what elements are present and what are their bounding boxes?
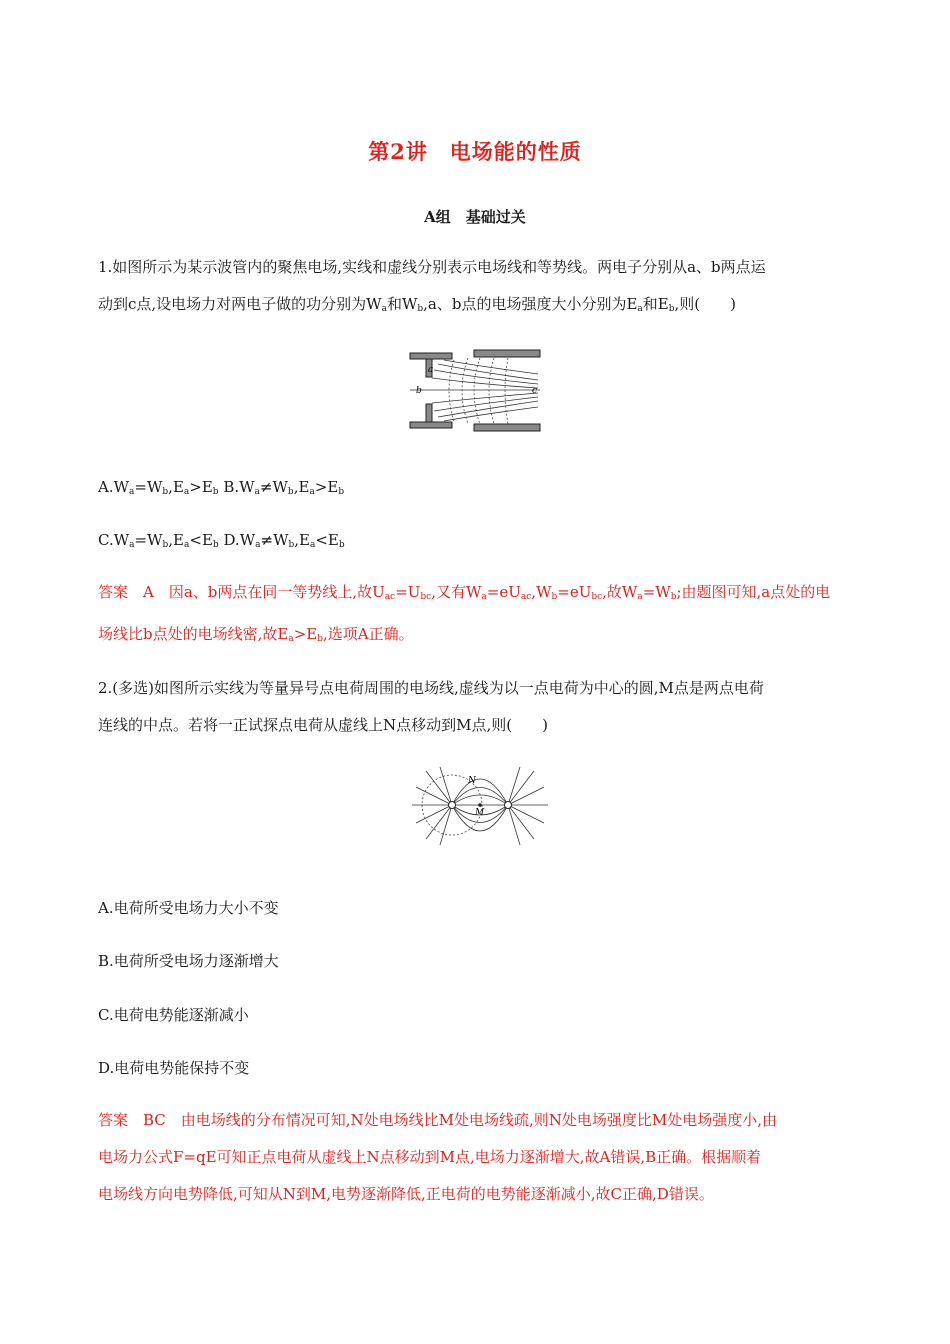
q2-stem [98,670,858,744]
q2-answer-line2: 电场力公式F=qE可知正点电荷从虚线上N点移动到M点,电场力逐渐增大,故A错误,B正确。根据顺着 [98,1148,762,1166]
section-heading: A组 基础过关 [424,208,526,226]
q1-fig-label-a: a [428,365,434,375]
q2-option-b: B.电荷所受电场力逐渐增大 [98,952,279,970]
q1-fig-label-c: c [532,386,538,396]
q2-option-c: C.电荷电势能逐渐减小 [98,1006,249,1024]
q2-stem-line2: 连线的中点。若将一正试探点电荷从虚线上N点移动到M点,则( ) [98,716,548,734]
q1-focus-field-figure [408,348,544,434]
q2-answer [98,1102,858,1213]
q1-stem [98,249,858,328]
q1-stem-line2: 动到c点,设电场力对两电子做的功分别为$W_a$和$W_b,a$、b点的电场强度大小分别为$E_a$和$E_b$,则( ) [98,295,736,314]
q1-fig-label-b: b [416,386,422,396]
q2-option-d: D.电荷电势能保持不变 [98,1059,250,1077]
page-title: 第2讲 电场能的性质 [368,139,582,164]
q1-stem-line1: 1.如图所示为某示波管内的聚焦电场,实线和虚线分别表示电场线和等势线。两电子分别从a、b两点运 [98,258,766,276]
q1-options-ab: $A.W_a=W_b,E_a>E_b$ $B.W_a\ne W_b,E_a>E_b$ [98,478,345,497]
q2-answer-line1: 答案 BC 由电场线的分布情况可知,N处电场线比M处电场线疏,则N处电场强度比M处电场强度小,由 [98,1111,778,1129]
q1-answer-line2: 场线比b点处的电场线密,故$E_a>E_b$,选项A正确。 [98,625,414,644]
q1-answer [98,574,858,658]
q2-fig-label-m: M [475,808,485,818]
q2-dipole-field-figure [412,765,548,853]
q1-answer-line1: 答案 A 因a、b两点在同一等势线上,故$U_{ac}=U_{bc}$,又有$W_a=eU_{ac},W_b=eU_{bc}$,故$W_a=W_b$;由题图可知,a点处的电 [98,583,831,602]
q1-options-cd: $C.W_a=W_b,E_a<E_b$ $D.W_a\ne W_b,E_a<E_b$ [98,531,345,550]
q2-fig-label-n: N [468,776,476,786]
q2-stem-line1: 2.(多选)如图所示实线为等量异号点电荷周围的电场线,虚线为以一点电荷为中心的圆,M点是两点电荷 [98,679,764,697]
q2-option-a: A.电荷所受电场力大小不变 [98,899,279,917]
q2-answer-line3: 电场线方向电势降低,可知从N到M,电势逐渐降低,正电荷的电势能逐渐减小,故C正确,D错误。 [98,1185,714,1203]
